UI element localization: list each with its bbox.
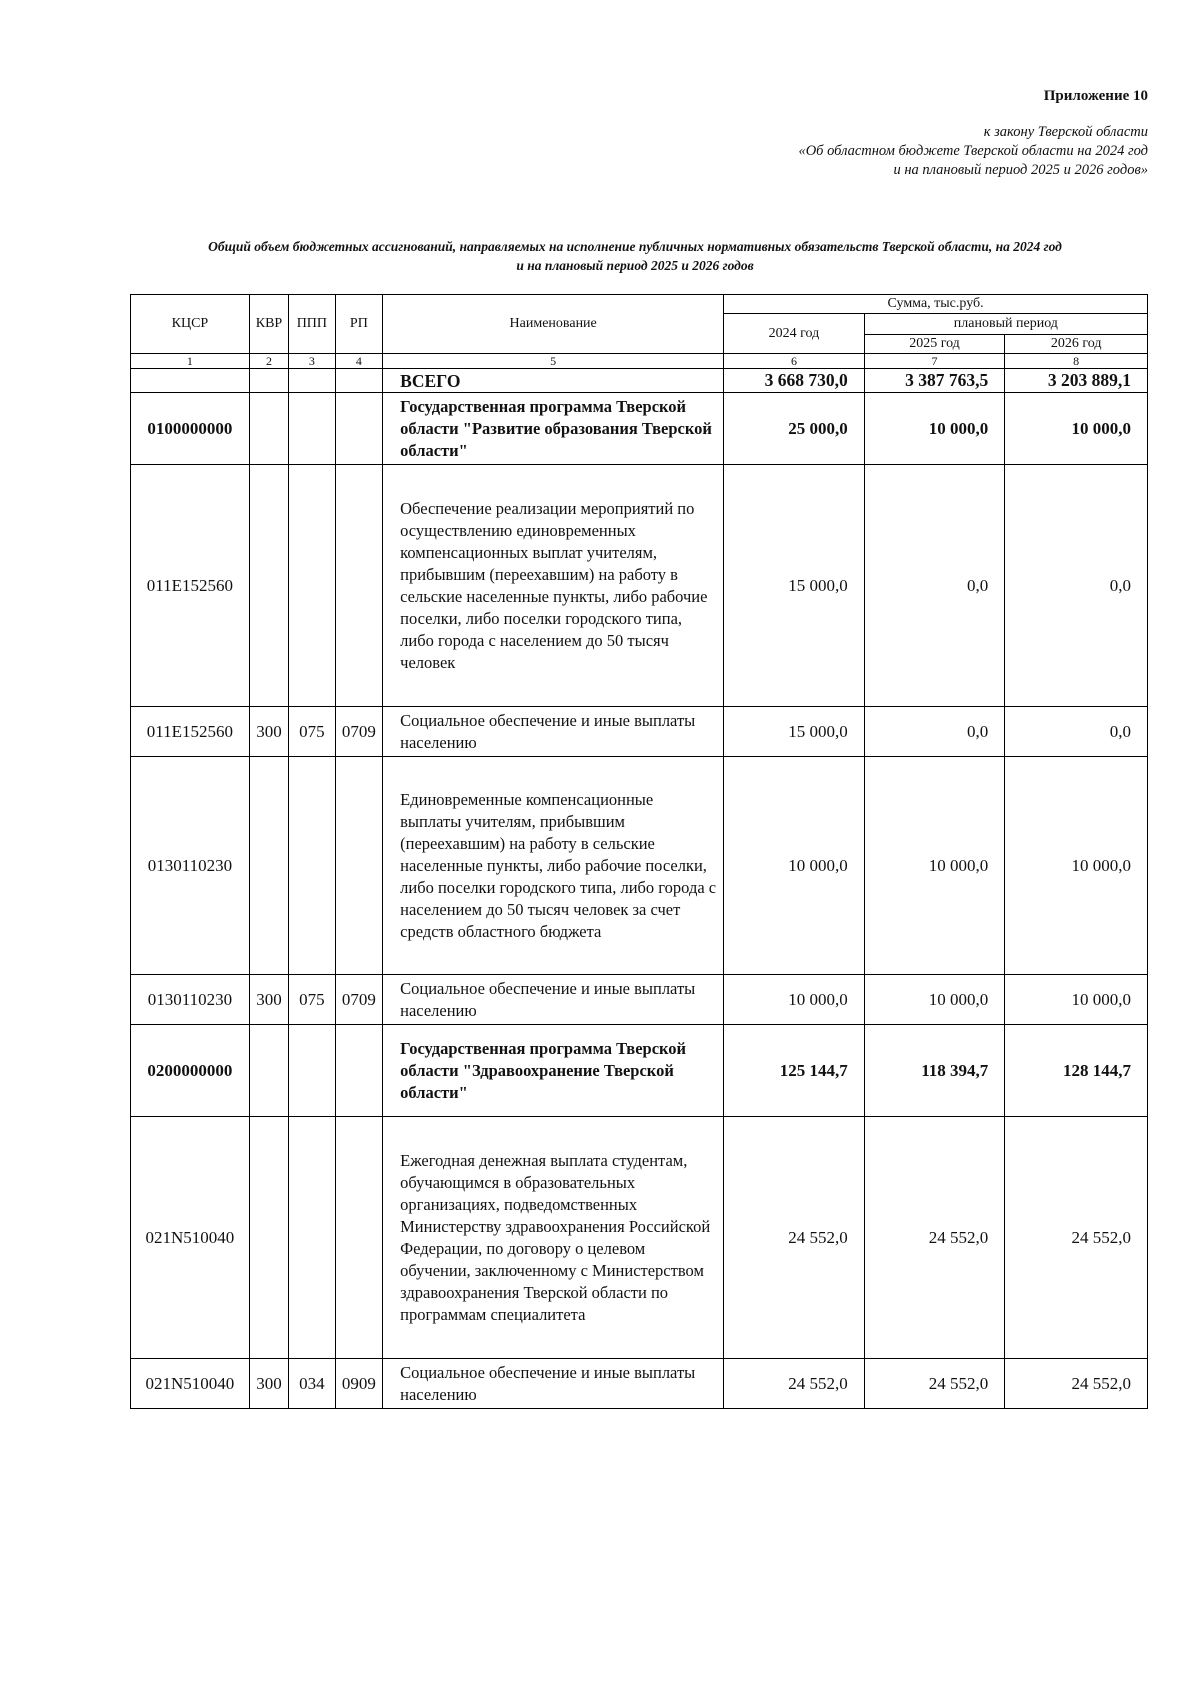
total-2025: 3 387 763,5 — [864, 369, 1005, 393]
rp-cell — [335, 393, 383, 465]
index-cell: 6 — [724, 354, 865, 369]
amount-2025-cell: 10 000,0 — [864, 757, 1005, 975]
table-row — [131, 975, 1148, 1025]
kvr-cell: 300 — [249, 1359, 288, 1409]
amount-2024-cell: 24 552,0 — [724, 1359, 865, 1409]
kvr-cell — [249, 393, 288, 465]
kvr-cell — [249, 1117, 288, 1359]
amount-2025-cell: 10 000,0 — [864, 393, 1005, 465]
header-sum: Сумма, тыс.руб. — [724, 295, 1148, 314]
rp-cell — [335, 1025, 383, 1117]
table-row — [131, 757, 1148, 975]
appendix-block — [798, 88, 1148, 180]
document-title — [130, 237, 1140, 275]
amount-2025-cell: 118 394,7 — [864, 1025, 1005, 1117]
ppp-cell — [289, 465, 336, 707]
table-row — [131, 465, 1148, 707]
kvr-cell: 300 — [249, 707, 288, 757]
appendix-line-1: к закону Тверской области — [983, 124, 1148, 140]
appendix-line-2: «Об областном бюджете Тверской области на 2024 год — [798, 143, 1148, 159]
ppp-cell — [289, 757, 336, 975]
ppp-cell — [289, 393, 336, 465]
amount-2026-cell: 24 552,0 — [1005, 1359, 1148, 1409]
index-row — [131, 354, 1148, 369]
header-kcsr: КЦСР — [131, 295, 250, 354]
table-row — [131, 393, 1148, 465]
document-title-line-2: и на плановый период 2025 и 2026 годов — [516, 258, 754, 273]
appendix-line-3: и на плановый период 2025 и 2026 годов» — [893, 162, 1148, 178]
header-planned-period: плановый период — [864, 314, 1147, 335]
amount-2026-cell: 10 000,0 — [1005, 393, 1148, 465]
name-cell: Единовременные компенсационные выплаты учителям, прибывшим (переехавшим) на работу в сельские населенные пункты, либо рабочие поселки, либо поселки городского типа, либо города с населением до 50 тысяч человек за счет средств областного бюджета — [383, 757, 724, 975]
kcsr-cell: 011E152560 — [131, 465, 250, 707]
header-ppp: ППП — [289, 295, 336, 354]
index-cell: 7 — [864, 354, 1005, 369]
amount-2026-cell: 24 552,0 — [1005, 1117, 1148, 1359]
amount-2024-cell: 25 000,0 — [724, 393, 865, 465]
amount-2025-cell: 24 552,0 — [864, 1117, 1005, 1359]
amount-2026-cell: 128 144,7 — [1005, 1025, 1148, 1117]
amount-2024-cell: 15 000,0 — [724, 707, 865, 757]
amount-2024-cell: 125 144,7 — [724, 1025, 865, 1117]
name-cell: Обеспечение реализации мероприятий по осуществлению единовременных компенсационных выплат учителям, прибывшим (переехавшим) на работу в сельские населенные пункты, либо рабочие поселки, либо поселки городского типа, либо города с населением до 50 тысяч человек — [383, 465, 724, 707]
amount-2024-cell: 24 552,0 — [724, 1117, 865, 1359]
name-cell: Ежегодная денежная выплата студентам, обучающимся в образовательных организациях, подведомственных Министерству здравоохранения Российской Федерации, по договору о целевом обучении, заключенному с Министерством здравоохранения Тверской области по программам специалитета — [383, 1117, 724, 1359]
amount-2025-cell: 0,0 — [864, 465, 1005, 707]
amount-2024-cell: 15 000,0 — [724, 465, 865, 707]
rp-cell: 0709 — [335, 707, 383, 757]
header-rp: РП — [335, 295, 383, 354]
amount-2025-cell: 0,0 — [864, 707, 1005, 757]
document-title-line-1: Общий объем бюджетных ассигнований, направляемых на исполнение публичных нормативных обязательств Тверской области, на 2024 год — [208, 239, 1062, 254]
kvr-cell — [249, 1025, 288, 1117]
amount-2024-cell: 10 000,0 — [724, 975, 865, 1025]
rp-cell: 0709 — [335, 975, 383, 1025]
amount-2026-cell: 10 000,0 — [1005, 757, 1148, 975]
header-2024: 2024 год — [724, 314, 865, 354]
kcsr-cell: 0130110230 — [131, 975, 250, 1025]
table-row — [131, 1359, 1148, 1409]
rp-cell — [335, 465, 383, 707]
ppp-cell: 075 — [289, 975, 336, 1025]
ppp-cell: 075 — [289, 707, 336, 757]
kvr-cell — [249, 465, 288, 707]
appendix-title: Приложение 10 — [1043, 88, 1148, 104]
name-cell: Государственная программа Тверской области "Здравоохранение Тверской области" — [383, 1025, 724, 1117]
total-label: ВСЕГО — [383, 369, 724, 393]
index-cell: 8 — [1005, 354, 1148, 369]
kcsr-cell: 0130110230 — [131, 757, 250, 975]
kcsr-cell: 021N510040 — [131, 1359, 250, 1409]
budget-table — [130, 294, 1148, 1409]
index-cell: 1 — [131, 354, 250, 369]
kcsr-cell: 021N510040 — [131, 1117, 250, 1359]
name-cell: Социальное обеспечение и иные выплаты населению — [383, 707, 724, 757]
kcsr-cell: 011E152560 — [131, 707, 250, 757]
header-2026: 2026 год — [1005, 335, 1148, 354]
header-name: Наименование — [383, 295, 724, 354]
total-ppp — [289, 369, 336, 393]
name-cell: Социальное обеспечение и иные выплаты населению — [383, 1359, 724, 1409]
ppp-cell — [289, 1117, 336, 1359]
kvr-cell — [249, 757, 288, 975]
amount-2025-cell: 10 000,0 — [864, 975, 1005, 1025]
table-row — [131, 707, 1148, 757]
table-row — [131, 1117, 1148, 1359]
kcsr-cell: 0100000000 — [131, 393, 250, 465]
table-row — [131, 1025, 1148, 1117]
table-body — [131, 295, 1148, 1409]
rp-cell: 0909 — [335, 1359, 383, 1409]
total-kcsr — [131, 369, 250, 393]
name-cell: Социальное обеспечение и иные выплаты населению — [383, 975, 724, 1025]
header-row-1 — [131, 295, 1148, 314]
index-cell: 5 — [383, 354, 724, 369]
ppp-cell — [289, 1025, 336, 1117]
header-2025: 2025 год — [864, 335, 1005, 354]
total-row — [131, 369, 1148, 393]
header-kvr: КВР — [249, 295, 288, 354]
amount-2024-cell: 10 000,0 — [724, 757, 865, 975]
index-cell: 2 — [249, 354, 288, 369]
total-kvr — [249, 369, 288, 393]
amount-2026-cell: 0,0 — [1005, 465, 1148, 707]
amount-2026-cell: 10 000,0 — [1005, 975, 1148, 1025]
name-cell: Государственная программа Тверской области "Развитие образования Тверской области" — [383, 393, 724, 465]
rp-cell — [335, 757, 383, 975]
total-rp — [335, 369, 383, 393]
amount-2025-cell: 24 552,0 — [864, 1359, 1005, 1409]
index-cell: 3 — [289, 354, 336, 369]
total-2026: 3 203 889,1 — [1005, 369, 1148, 393]
index-cell: 4 — [335, 354, 383, 369]
rp-cell — [335, 1117, 383, 1359]
kvr-cell: 300 — [249, 975, 288, 1025]
total-2024: 3 668 730,0 — [724, 369, 865, 393]
kcsr-cell: 0200000000 — [131, 1025, 250, 1117]
amount-2026-cell: 0,0 — [1005, 707, 1148, 757]
ppp-cell: 034 — [289, 1359, 336, 1409]
